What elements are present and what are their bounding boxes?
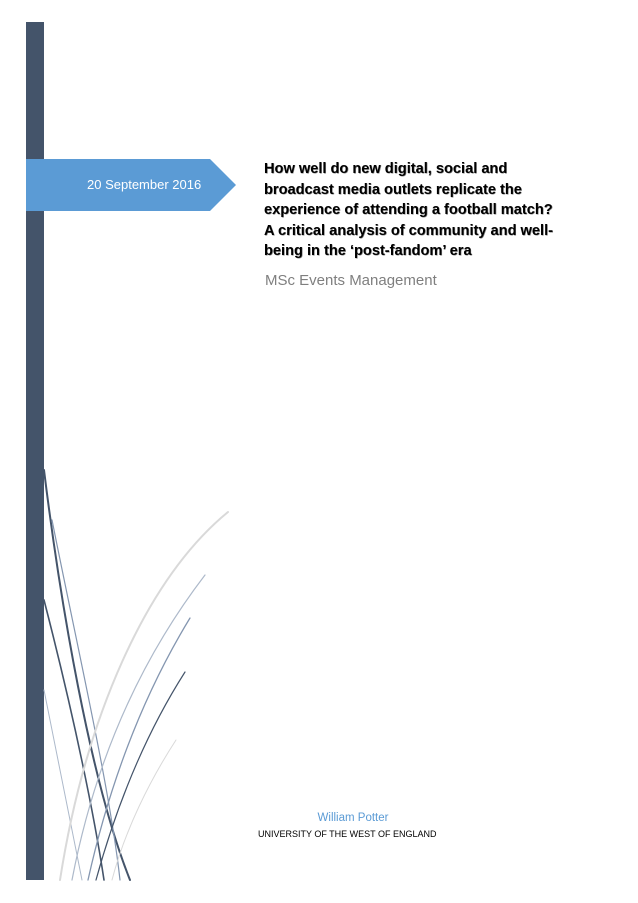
document-date: 20 September 2016 — [87, 177, 202, 192]
sidebar-bar — [26, 22, 44, 880]
document-subtitle: MSc Events Management — [265, 272, 437, 289]
author-name: William Potter — [317, 812, 389, 824]
institution-name: UNIVERSITY OF THE WEST OF ENGLAND — [258, 829, 437, 839]
document-title: How well do new digital, social and broadcast media outlets replicate the experience of attending a football match? A critical analysis of community and well- being in the ‘post-fandom’ era — [264, 161, 553, 259]
